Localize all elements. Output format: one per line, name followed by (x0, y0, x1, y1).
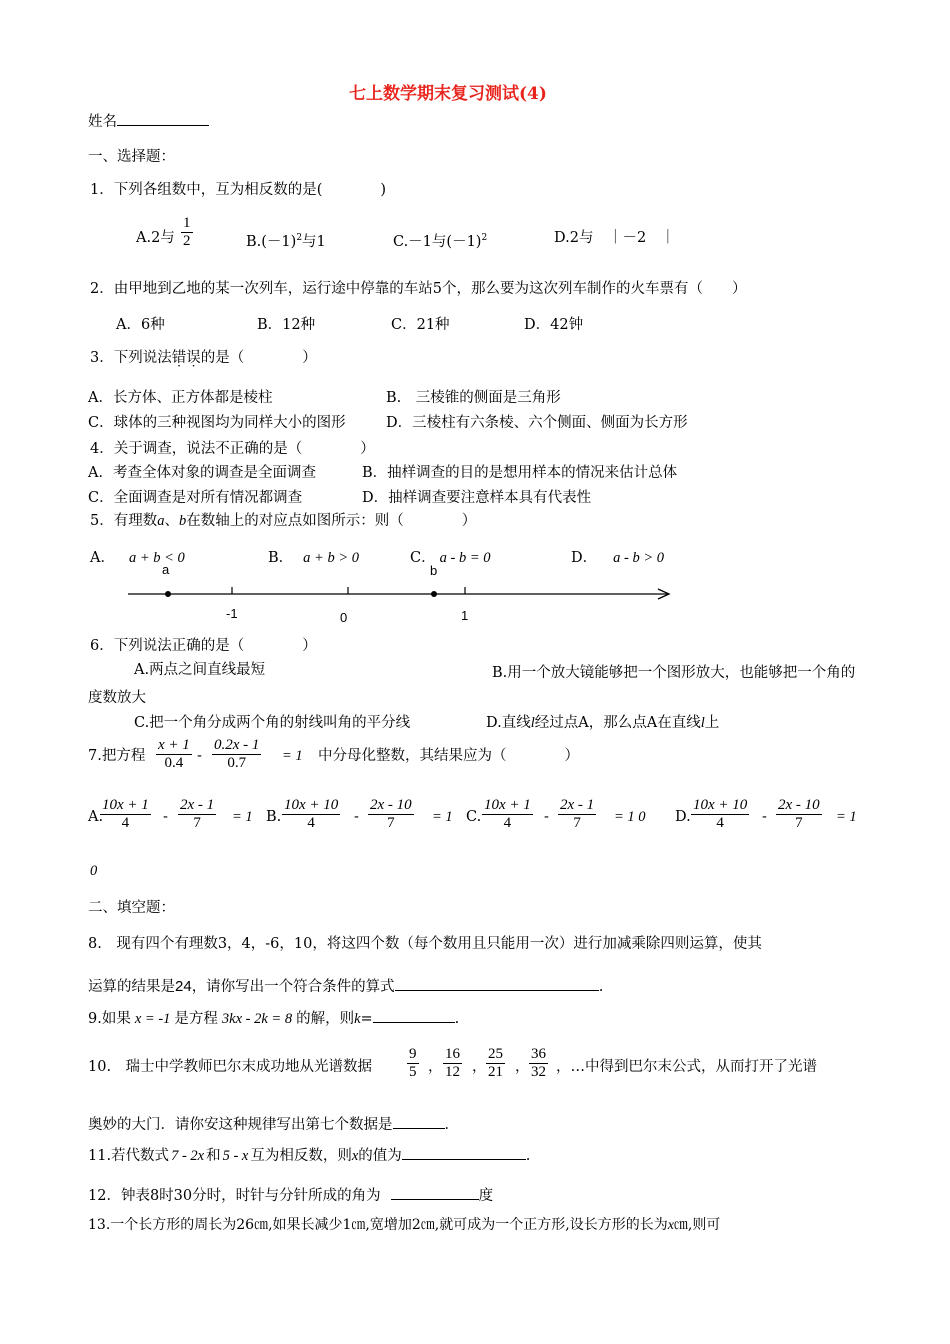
section-choice-heading: 一、选择题： (88, 149, 175, 165)
q5-option-a: A． a + b < 0 (90, 550, 185, 566)
point-a-label: a (162, 562, 170, 577)
q2-option-a: A．6种 (116, 317, 165, 333)
q7-option-a-frac2: $\frac{2x - 1}{7}$ (180, 797, 215, 831)
point-a (165, 591, 171, 597)
q10-answer-blank[interactable] (393, 1114, 445, 1129)
q7-option-d-rhs: = 1 (836, 809, 857, 825)
q7-eq-minus: - (197, 748, 202, 764)
q12: 12．钟表8时30分时，时针与分针所成的角为 度 (88, 1185, 493, 1205)
q5-option-d: D． a - b > 0 (571, 550, 665, 566)
q5-option-b: B． a + b > 0 (268, 550, 359, 566)
q10-comma2: ， (472, 1059, 487, 1075)
q3-stem: 3．下列说法错误的是（ ） (90, 350, 317, 366)
q10-post: ，…中得到巴尔末公式，从而打开了光谱 (556, 1059, 817, 1075)
q7-option-a-frac1: $\frac{10x + 1}{4}$ (102, 797, 149, 831)
q7-option-b-frac2: $\frac{2x - 10}{7}$ (370, 797, 412, 831)
q7-stem-post: 中分母化整数，其结果应为（ ） (318, 748, 579, 764)
q8-line1: 8. 现有四个有理数3，4，-6，10，将这四个数（每个数用且只能用一次）进行加减乘除四则运算，使其 (88, 936, 762, 952)
q4-option-a: A．考查全体对象的调查是全面调查 (88, 465, 316, 481)
q7-eq-frac2: $\frac{0.2x - 1}{0.7}$ (214, 737, 260, 771)
q9: 9.如果 x = -1 是方程 3kx - 2k = 8 的解，则k= . (88, 1008, 459, 1028)
q8-answer-blank[interactable] (395, 976, 599, 991)
q10-line2: 奥妙的大门．请你安这种规律写出第七个数据是 ． (88, 1114, 459, 1134)
q10-frac2: $\frac{16}{12}$ (445, 1046, 460, 1080)
name-label: 姓名 (88, 114, 117, 130)
q6-option-b: B.用一个放大镜能够把一个图形放大，也能够把一个角的度数放大 (88, 665, 856, 706)
q4-option-b: B．抽样调查的目的是想用样本的情况来估计总体 (362, 465, 678, 481)
q7-option-b-minus: - (354, 809, 359, 825)
q4-option-d: D．抽样调查要注意样本具有代表性 (362, 490, 592, 506)
q7-eq-frac1: $\frac{x + 1}{0.4}$ (158, 737, 190, 771)
q4-option-c: C．全面调查是对所有情况都调查 (88, 490, 303, 506)
q11: 11.若代数式 7 - 2x 和 5 - x 互为相反数，则x的值为 . (88, 1145, 530, 1165)
q10-comma1: ， (428, 1059, 443, 1075)
q12-answer-blank[interactable] (391, 1185, 479, 1200)
q2-stem: 2．由甲地到乙地的某一次列车，运行途中停靠的车站5个，那么要为这次列车制作的火车票有（ ） (90, 281, 747, 297)
tick-0-label: 0 (340, 610, 348, 625)
q7-option-d-minus: - (762, 809, 767, 825)
q7-option-c-label: C. (466, 809, 482, 825)
point-b (431, 591, 437, 597)
q6-option-a: A.两点之间直线最短 (134, 662, 266, 678)
q10-frac1: $\frac{9}{5}$ (409, 1046, 417, 1080)
q1-option-c: C.－1与$(-1)^2$ (393, 233, 488, 250)
point-b-label: b (430, 563, 438, 578)
q10-frac3: $\frac{25}{21}$ (488, 1046, 503, 1080)
q11-answer-blank[interactable] (402, 1145, 526, 1160)
q7-option-c-rhs: = 1 0 (614, 809, 646, 825)
q10-frac4: $\frac{36}{32}$ (531, 1046, 546, 1080)
q7-option-a-label: A. (88, 809, 104, 825)
q8-line2: 运算的结果是24，请你写出一个符合条件的算式 . (88, 978, 604, 995)
q7-option-d-wrap: 0 (90, 863, 98, 879)
q1-option-b: $B.(-1)^2$与1 (246, 233, 326, 250)
q7-option-a-minus: - (163, 809, 168, 825)
q13: 13.一个长方形的周长为26㎝,如果长减少1㎝,宽增加2㎝,就可成为一个正方形,设长方形的长为x㎝,则可 (88, 1217, 721, 1233)
q3-option-b: B. 三棱锥的侧面是三角形 (386, 390, 561, 406)
tick-neg1-label: -1 (226, 606, 238, 621)
tick-1-label: 1 (461, 608, 469, 623)
q10-comma3: ， (515, 1059, 530, 1075)
q10-pre: 10. 瑞士中学教师巴尔末成功地从光谱数据 (88, 1059, 373, 1075)
q7-option-d-frac1: $\frac{10x + 10}{4}$ (693, 797, 748, 831)
q1-option-d: D.2与 ｜－2 ｜ (554, 230, 676, 246)
q7-stem-pre: 7.把方程 (88, 748, 146, 764)
q3-option-a: A．长方体、正方体都是棱柱 (88, 390, 273, 406)
q7-option-a-rhs: = 1 (232, 809, 253, 825)
q6-option-d: D.直线l经过点A，那么点A在直线l上 (486, 715, 720, 731)
q7-eq-rhs: = 1 (282, 748, 303, 764)
q6-stem: 6．下列说法正确的是（ ） (90, 638, 317, 654)
q1-option-a: A.2与 (136, 230, 175, 246)
q5-option-c: C． a - b = 0 (410, 550, 491, 566)
page-title: 七上数学期末复习测试(4) (349, 84, 547, 104)
q2-option-c: C．21种 (391, 317, 450, 333)
q7-option-d-label: D. (675, 809, 691, 825)
q7-option-c-frac1: $\frac{10x + 1}{4}$ (484, 797, 531, 831)
q7-option-c-frac2: $\frac{2x - 1}{7}$ (560, 797, 595, 831)
q7-option-c-minus: - (544, 809, 549, 825)
q1-stem: 1．下列各组数中，互为相反数的是( ) (90, 182, 387, 198)
q7-option-b-label: B. (266, 809, 282, 825)
q4-stem: 4．关于调查，说法不正确的是（ ） (90, 441, 375, 457)
q7-option-d-frac2: $\frac{2x - 10}{7}$ (778, 797, 820, 831)
section-fill-heading: 二、填空题： (88, 900, 175, 916)
q2-option-d: D．42钟 (524, 317, 584, 333)
q9-answer-blank[interactable] (373, 1008, 455, 1023)
q6-option-c: C.把一个角分成两个角的射线叫角的平分线 (134, 715, 411, 731)
q7-option-b-frac1: $\frac{10x + 10}{4}$ (284, 797, 339, 831)
q3-option-c: C．球体的三种视图均为同样大小的图形 (88, 415, 346, 431)
q2-option-b: B．12种 (257, 317, 316, 333)
q5-stem: 5．有理数a、b在数轴上的对应点如图所示：则（ ） (90, 513, 477, 529)
q3-option-d: D．三棱柱有六条棱、六个侧面、侧面为长方形 (386, 415, 688, 431)
q1-option-a-fraction: $\frac{1}{2}$ (183, 215, 191, 249)
q7-option-b-rhs: = 1 (432, 809, 453, 825)
